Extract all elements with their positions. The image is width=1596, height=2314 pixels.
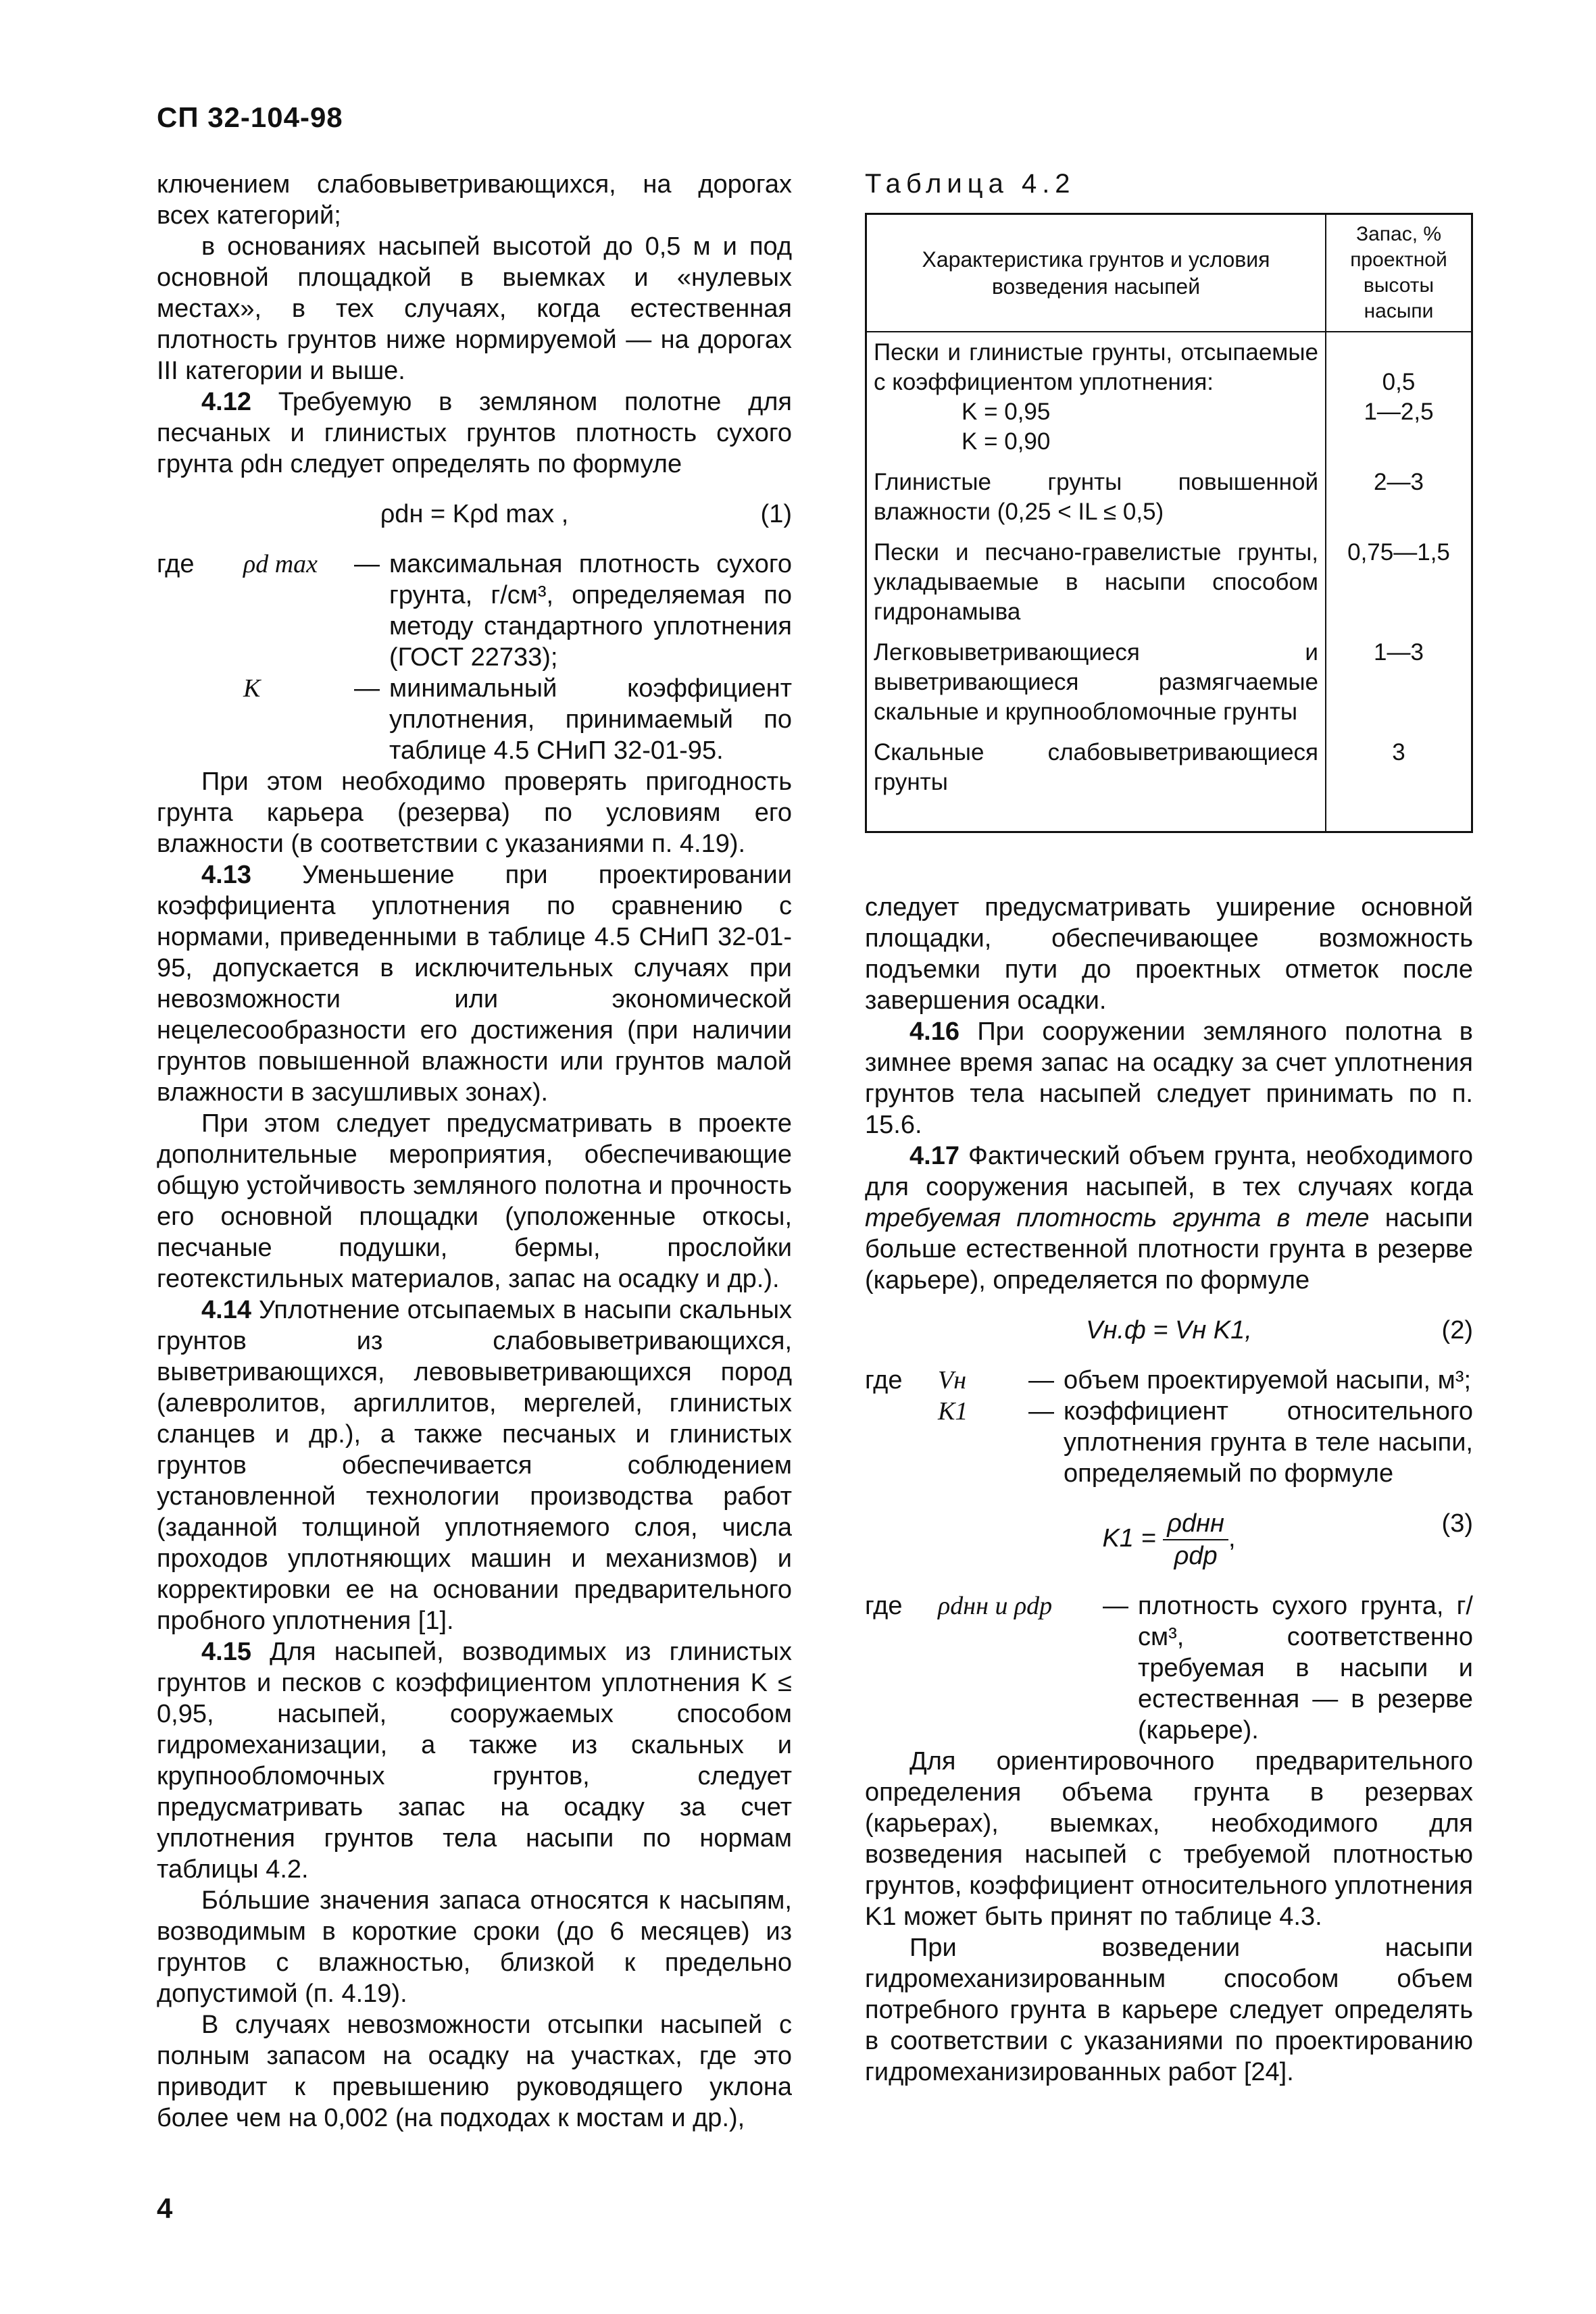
section-4-16 (865, 1016, 1473, 1140)
table-cell: Скальные слабовыветривающиеся грунты (866, 732, 1326, 832)
section-4-14 (157, 1294, 792, 1636)
formula-expression: ρdн = Kρd max , (380, 500, 569, 528)
table-cell: Легковыветривающиеся и выветривающиеся размягчаемые скальные и крупнообломочные грунты (866, 632, 1326, 732)
table-row (866, 332, 1472, 462)
legend-dash: — (1028, 1397, 1054, 1426)
table-cell: 2—3 (1326, 462, 1472, 532)
equation-number: (1) (760, 500, 792, 528)
legend-definition: минимальный коэффициент уплотнения, принимаемый по таблице 4.5 СНиП 32-01-95. (389, 674, 792, 765)
table-4-2 (865, 213, 1473, 833)
paragraph: следует предусматривать уширение основной площадки, обеспечивающее возможность подъемки пути до проектных отметок после завершения осадки. (865, 893, 1473, 1015)
formula-lhs: K1 = (1102, 1524, 1156, 1553)
italic-text: требуемая плотность грунта в теле (865, 1204, 1370, 1232)
legend-definition: максимальная плотность сухого грунта, г/см³, определяемая по методу стандартного уплотнения (ГОСТ 22733); (389, 550, 792, 672)
table-caption: Таблица 4.2 (865, 169, 1076, 199)
table-cell: 3 (1326, 732, 1472, 832)
where-word: где (865, 1366, 903, 1394)
paragraph: в основаниях насыпей высотой до 0,5 м и под основной площадкой в выемках и «нулевых местах», в тех случаях, когда естественная плотность грунтов ниже нормируемой — на дорогах III категории и выше. (157, 232, 792, 385)
legend-dash: — (1103, 1592, 1128, 1620)
section-text: Уменьшение при проектировании коэффициента уплотнения по сравнению с нормами, приведенными в таблице 4.5 СНиП 32-01-95, допускается в исключительных случаях при невозможности или экономической нецелесообразности его достижения (при наличии грунтов повышенной влажности или грунтов малой влажности в засушливых зонах). (157, 861, 792, 1107)
fraction-numerator: ρdнн (1163, 1508, 1228, 1540)
section-4-15 (157, 1636, 792, 1885)
table-cell: Пески и песчано-гравелистые грунты, укладываемые в насыпи способом гидронамыва (866, 532, 1326, 632)
section-text: Уплотнение отсыпаемых в насыпи скальных грунтов из слабовыветривающихся, выветривающихся, левовыветривающихся пород (алевролитов, аргиллитов, мергелей, глинистых сланцев и др.), а также песчаных и глинистых грунтов обеспечивается соблюдением установленной технологии производства работ (заданной толщиной уплотняемого слоя, числа проходов уплотняющих машин и механизмов) и корректировки ее на основании предварительного пробного уплотнения [1]. (157, 1296, 793, 1635)
table-subitem: K = 0,95 (962, 399, 1051, 425)
table-cell: 0,5 1—2,5 (1326, 332, 1472, 462)
table-subitem: K = 0,90 (962, 428, 1051, 455)
paragraph: При этом необходимо проверять пригодность грунта карьера (резерва) по условиям его влажности (в соответствии с указаниями п. 4.19). (157, 768, 792, 858)
paragraph: Для ориентировочного предварительного определения объема грунта в резервах (карьерах), выемках, необходимого для возведения насыпей с требуемой плотностью грунтов, коэффициент относительного уплотнения K1 может быть принят по таблице 4.3. (865, 1747, 1473, 1931)
paragraph: При возведении насыпи гидромеханизированным способом объем потребного грунта в карьере следует определять в соответствии с указаниями по проектированию гидромеханизированных работ [24]. (865, 1934, 1473, 2086)
legend-definition: плотность сухого грунта, г/см³, соответственно требуемая в насыпи и естественная — в резерве (карьере). (1138, 1592, 1473, 1744)
table-cell: Глинистые грунты повышенной влажности (0,25 < IL ≤ 0,5) (866, 462, 1326, 532)
formula-expression: Vн.ф = Vн K1, (1086, 1316, 1252, 1344)
section-4-13 (157, 859, 792, 1108)
fraction (1163, 1508, 1228, 1571)
right-column (865, 892, 1473, 2088)
table-cell: Пески и глинистые грунты, отсыпаемые с коэффициентом уплотнения: K = 0,95 K = 0,90 (866, 332, 1326, 462)
legend-symbol: Vн (938, 1366, 967, 1394)
section-number: 4.13 (201, 861, 251, 889)
table-row (866, 532, 1472, 632)
paragraph: При этом следует предусматривать в проекте дополнительные мероприятия, обеспечивающие общую устойчивость земляного полотна и прочность его основной площадки (уположенные откосы, песчаные подушки, бермы, прослойки геотекстильных материалов, запас на осадку и др.). (157, 1109, 792, 1293)
table-header-characteristic: Характеристика грунтов и условия возведения насыпей (866, 214, 1326, 332)
formula-3-legend (865, 1590, 1473, 1746)
legend-definition: объем проектируемой насыпи, м³; (1064, 1366, 1472, 1394)
formula-3: K1 = $\frac{\text{ρdнн}}{\text{ρdр}}$ , (3) (1102, 1509, 1473, 1570)
section-text: Требуемую в земляном полотне для песчаных и глинистых грунтов плотность сухого грунта ρdн следует определять по формуле (157, 388, 793, 478)
equation-number: (3) (1441, 1509, 1473, 1538)
formula-2 (865, 1315, 1473, 1346)
formula-2-legend (865, 1365, 1473, 1489)
paragraph: Бо́льшие значения запаса относятся к насыпям, возводимым в короткие сроки (до 6 месяцев) из грунтов с влажностью, близкой к предельно допустимой (п. 4.19). (157, 1886, 792, 2008)
left-column (157, 169, 792, 2134)
legend-symbol: ρdнн и ρdр (938, 1592, 1053, 1620)
legend-symbol: K1 (938, 1397, 968, 1426)
legend-symbol: ρd max (243, 550, 318, 578)
section-number: 4.17 (909, 1142, 959, 1170)
section-text: Для насыпей, возводимых из глинистых грунтов и песков с коэффициентом уплотнения K ≤ 0,95, насыпей, сооружаемых способом гидромеханизации, а также из скальных и крупнообломочных грунтов, следует предусматривать запас на осадку за счет уплотнения грунтов тела насыпи по нормам таблицы 4.2. (157, 1638, 792, 1884)
legend-symbol: K (243, 674, 261, 703)
section-number: 4.15 (201, 1638, 251, 1666)
where-word: где (865, 1592, 903, 1620)
formula-1-legend (157, 549, 792, 766)
where-word: где (157, 550, 195, 578)
section-number: 4.14 (201, 1296, 251, 1324)
page-number: 4 (157, 2192, 173, 2224)
table-row (866, 732, 1472, 832)
formula-1 (157, 499, 792, 530)
table-header-reserve: Запас, % проектной высоты насыпи (1326, 214, 1472, 332)
section-number: 4.16 (909, 1017, 959, 1046)
legend-definition: коэффициент относительного уплотнения грунта в теле насыпи, определяемый по формуле (1064, 1397, 1473, 1488)
table-row (866, 632, 1472, 732)
table-row (866, 462, 1472, 532)
section-4-17: 4.17 Фактический объем грунта, необходимого для сооружения насыпей, в тех случаях когда требуемая плотность грунта в теле насыпи больше естественной плотности грунта в резерве (карьере), определяется по формуле (865, 1142, 1473, 1294)
table-cell: 1—3 (1326, 632, 1472, 732)
fraction-denominator: ρdр (1174, 1542, 1218, 1570)
paragraph: В случаях невозможности отсыпки насыпей с полным запасом на осадку на участках, где это приводит к превышению руководящего уклона более чем на 0,002 (на подходах к мостам и др.), (157, 2011, 792, 2132)
legend-dash: — (1028, 1366, 1054, 1394)
paragraph: ключением слабовыветривающихся, на дорогах всех категорий; (157, 170, 792, 230)
legend-dash: — (354, 674, 380, 703)
legend-dash: — (354, 550, 380, 578)
document-code: СП 32-104-98 (157, 101, 343, 133)
section-4-12 (157, 386, 792, 480)
section-text: При сооружении земляного полотна в зимнее время запас на осадку за счет уплотнения грунтов тела насыпей следует принимать по п. 15.6. (865, 1017, 1473, 1139)
equation-number: (2) (1441, 1316, 1473, 1344)
table-cell: 0,75—1,5 (1326, 532, 1472, 632)
section-number: 4.12 (201, 388, 251, 416)
